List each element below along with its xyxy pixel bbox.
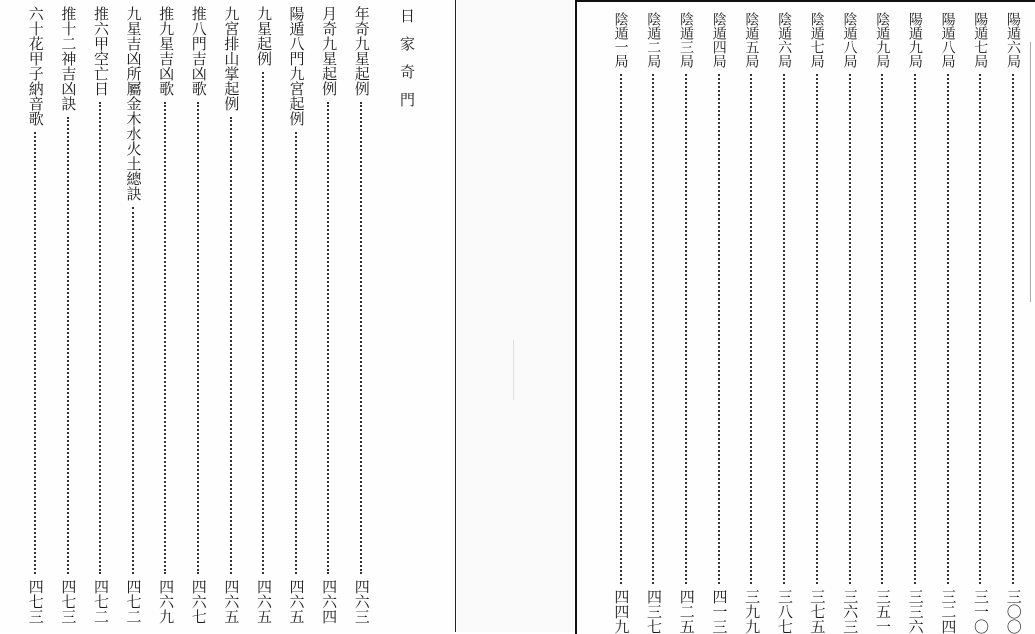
- dot-leader: [99, 102, 101, 574]
- dot-leader: [230, 117, 232, 574]
- toc-entry-title: 推九星吉凶歌: [157, 6, 176, 96]
- toc-entry-page-number: 四六五: [222, 579, 241, 624]
- toc-entry[interactable]: [188, 6, 208, 624]
- page-edge: [1030, 42, 1035, 302]
- toc-entry[interactable]: [253, 6, 273, 624]
- toc-entry-page-number: 三〇〇: [1004, 589, 1023, 634]
- toc-entry-title: 推八門吉凶歌: [189, 6, 208, 96]
- toc-entry[interactable]: [611, 12, 631, 634]
- toc-entry-title: 陰遁一局: [612, 12, 629, 68]
- toc-entry-page-number: 四七二: [124, 579, 143, 624]
- toc-entry[interactable]: [318, 6, 338, 624]
- dot-leader: [783, 74, 785, 584]
- dot-leader: [718, 74, 720, 584]
- dot-leader: [750, 74, 752, 584]
- toc-entry-page-number: 三三六: [906, 589, 925, 634]
- toc-entry-title: 九星起例: [254, 6, 273, 66]
- toc-entry-title: 陰遁八局: [841, 12, 858, 68]
- toc-entry-page-number: 三六三: [841, 589, 860, 634]
- toc-entry[interactable]: [155, 6, 175, 624]
- dot-leader: [652, 74, 654, 584]
- toc-entry-page-number: 四六七: [189, 579, 208, 624]
- toc-entry-page-number: 三二四: [939, 589, 958, 634]
- section-heading: 日家奇門: [398, 8, 416, 120]
- toc-entry-title: 陽遁九局: [906, 12, 923, 68]
- toc-entry-title: 陰遁九局: [874, 12, 891, 68]
- toc-entry[interactable]: [741, 12, 761, 634]
- dot-leader: [620, 74, 622, 584]
- dot-leader: [914, 74, 916, 584]
- toc-entry[interactable]: [643, 12, 663, 634]
- dot-leader: [979, 74, 981, 584]
- toc-entry-page-number: 四七三: [26, 579, 45, 624]
- toc-entry-title: 月奇九星起例: [320, 6, 339, 96]
- toc-entry[interactable]: [25, 6, 45, 624]
- dot-leader: [947, 74, 949, 584]
- toc-entry-page-number: 四六三: [352, 579, 371, 624]
- toc-entry-title: 陽遁六局: [1005, 12, 1021, 68]
- toc-entry-page-number: 四七三: [59, 579, 78, 624]
- toc-entry[interactable]: [840, 12, 860, 634]
- dot-leader: [262, 72, 264, 574]
- dot-leader: [849, 74, 851, 584]
- toc-entry-title: 陰遁六局: [776, 12, 793, 68]
- toc-entry-page-number: 四六四: [320, 579, 339, 624]
- toc-entry[interactable]: [807, 12, 827, 634]
- dot-leader: [132, 207, 134, 574]
- toc-entry[interactable]: [123, 6, 143, 624]
- right-page: [575, 0, 1035, 634]
- toc-entry-title: 九宮排山掌起例: [222, 6, 241, 111]
- toc-entry[interactable]: [221, 6, 241, 624]
- toc-entry-page-number: 四四九: [612, 589, 631, 634]
- toc-entry-page-number: 三八七: [775, 589, 794, 634]
- toc-entry-page-number: 四六九: [157, 579, 176, 624]
- toc-entry[interactable]: [286, 6, 306, 624]
- toc-entry-page-number: 三七五: [808, 589, 827, 634]
- toc-entry[interactable]: [90, 6, 110, 624]
- dot-leader: [1012, 74, 1014, 584]
- toc-entry-page-number: 三五一: [873, 589, 892, 634]
- toc-entry-title: 九星吉凶所屬金木水火土總訣: [124, 6, 143, 201]
- toc-entry-title: 六十花甲子納音歌: [26, 6, 45, 126]
- toc-entry-title: 年奇九星起例: [352, 6, 371, 96]
- dot-leader: [164, 102, 166, 574]
- toc-entry[interactable]: [872, 12, 892, 634]
- toc-entry-title: 陰遁三局: [678, 12, 694, 68]
- toc-entry[interactable]: [676, 12, 696, 634]
- toc-entry-page-number: 四二五: [677, 589, 696, 634]
- dot-leader: [360, 102, 362, 574]
- dot-leader: [881, 74, 883, 584]
- toc-entry[interactable]: [1003, 12, 1023, 634]
- toc-entry-title: 陽遁七局: [972, 12, 989, 68]
- dot-leader: [67, 117, 69, 574]
- toc-entry-page-number: 四六五: [254, 579, 273, 624]
- toc-entry-page-number: 三一〇: [972, 589, 991, 634]
- gutter-mark: [513, 340, 514, 400]
- toc-entry[interactable]: [938, 12, 958, 634]
- toc-entry-title: 推六甲空亡日: [91, 6, 110, 96]
- dot-leader: [685, 74, 687, 584]
- toc-entry-title: 陰遁二局: [645, 12, 662, 68]
- toc-entry[interactable]: [905, 12, 925, 634]
- dot-leader: [197, 102, 199, 574]
- book-gutter: [457, 0, 574, 632]
- toc-entry-page-number: 四一三: [710, 589, 729, 634]
- toc-entry-title: 陽遁八局: [939, 12, 956, 68]
- toc-entry-title: 陰遁四局: [710, 12, 727, 68]
- toc-entry-title: 陰遁五局: [743, 12, 760, 68]
- dot-leader: [295, 132, 297, 574]
- toc-entry-page-number: 三九九: [743, 589, 762, 634]
- dot-leader: [327, 102, 329, 574]
- toc-entry-page-number: 四七二: [91, 579, 110, 624]
- toc-entry-title: 陰遁七局: [808, 12, 825, 68]
- toc-entry[interactable]: [970, 12, 990, 634]
- dot-leader: [816, 74, 818, 584]
- toc-entry[interactable]: [709, 12, 729, 634]
- toc-entry[interactable]: [58, 6, 78, 624]
- left-page: [0, 0, 456, 632]
- toc-entry-page-number: 四三七: [645, 589, 664, 634]
- toc-entry-page-number: 四六五: [287, 579, 306, 624]
- toc-entry[interactable]: [351, 6, 371, 624]
- toc-entry-title: 推十二神吉凶訣: [59, 6, 78, 111]
- toc-entry[interactable]: [774, 12, 794, 634]
- dot-leader: [34, 132, 36, 574]
- toc-entry-title: 陽遁八門九宮起例: [287, 6, 306, 126]
